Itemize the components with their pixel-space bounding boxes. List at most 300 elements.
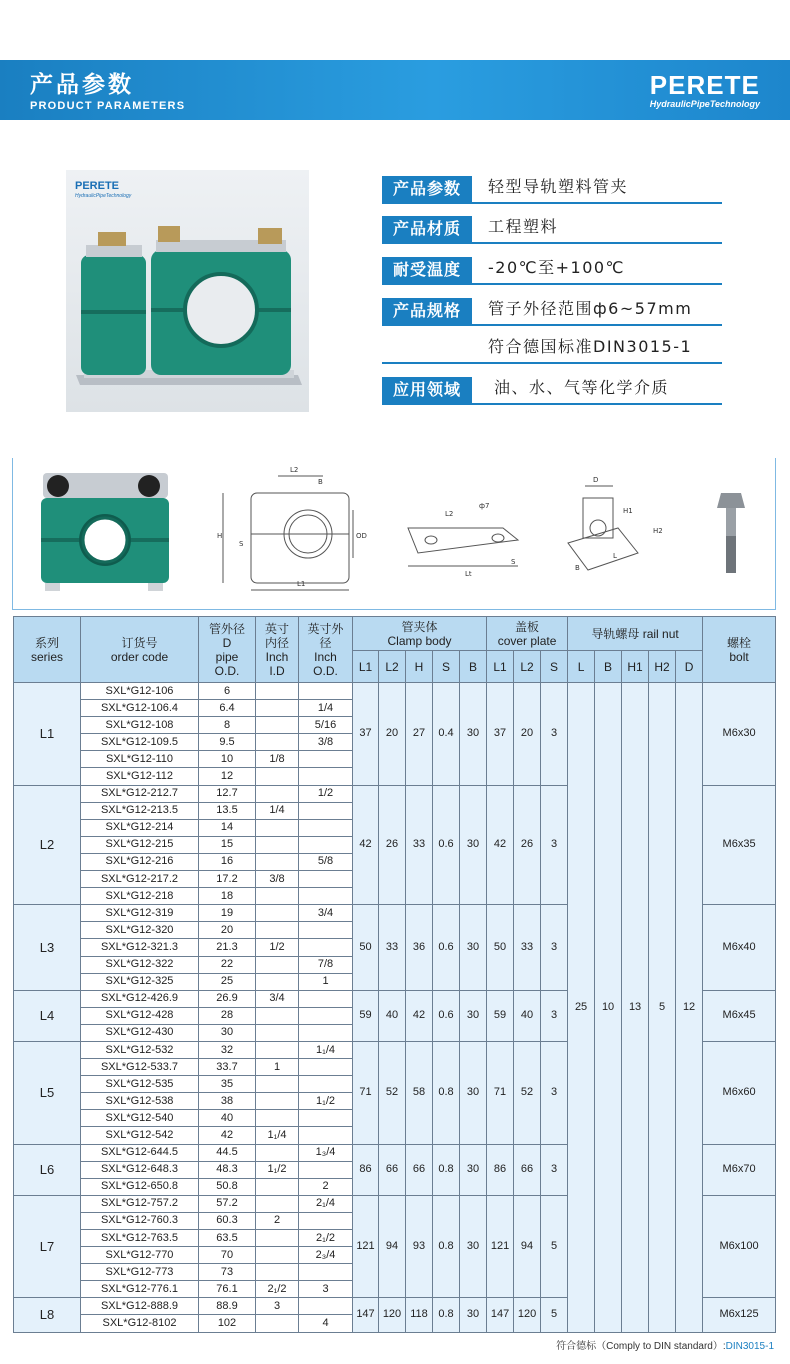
brand-name: PERETE	[649, 70, 760, 100]
rail-nut-cell: 5	[649, 683, 676, 1333]
spec-value: 工程塑料	[488, 217, 559, 236]
clamp-dim-cell: 30	[460, 990, 487, 1041]
clamp-dim-cell: 93	[406, 1195, 433, 1298]
order-code-cell: SXL*G12-757.2	[81, 1195, 199, 1212]
banner-title: 产品参数	[30, 72, 134, 98]
dim-label-s2: S	[511, 558, 516, 566]
dim-label-h1: H1	[623, 507, 633, 515]
bolt-cell: M6x100	[703, 1195, 776, 1298]
order-code-cell: SXL*G12-109.5	[81, 734, 199, 751]
inch-od-cell: 1	[299, 973, 353, 990]
header-rail-col: D	[676, 651, 703, 683]
inch-od-cell	[299, 1076, 353, 1093]
pipe-od-cell: 21.3	[199, 939, 256, 956]
inch-od-cell: 1/4	[299, 700, 353, 717]
inch-id-cell	[256, 1264, 299, 1281]
order-code-cell: SXL*G12-650.8	[81, 1178, 199, 1195]
pipe-od-cell: 50.8	[199, 1178, 256, 1195]
rail-nut-cell: 13	[622, 683, 649, 1333]
inch-od-cell: 3/8	[299, 734, 353, 751]
clamp-dim-cell: 66	[406, 1144, 433, 1195]
clamp-dim-cell: 0.8	[433, 1195, 460, 1298]
inch-id-cell	[256, 1315, 299, 1332]
pipe-od-cell: 48.3	[199, 1161, 256, 1178]
clamp-dim-cell: 52	[379, 1041, 406, 1144]
inch-od-cell	[299, 871, 353, 888]
cover-dim-cell: 66	[514, 1144, 541, 1195]
inch-id-cell	[256, 973, 299, 990]
inch-id-cell: 1/8	[256, 751, 299, 768]
inch-id-cell	[256, 1024, 299, 1041]
spec-value: 轻型导轨塑料管夹	[488, 177, 629, 196]
inch-id-cell	[256, 734, 299, 751]
order-code-cell: SXL*G12-112	[81, 768, 199, 785]
footer-din: DIN3015-1	[725, 1341, 774, 1352]
pipe-od-cell: 28	[199, 1007, 256, 1024]
footer-note	[556, 1337, 774, 1352]
table-row	[14, 683, 776, 700]
clamp-dim-cell: 40	[379, 990, 406, 1041]
cover-dim-cell: 71	[487, 1041, 514, 1144]
header-cover-col: S	[541, 651, 568, 683]
clamp-dim-cell: 27	[406, 683, 433, 786]
header-inch-id: 英寸 内径 Inch I.D	[256, 617, 299, 683]
inch-id-cell: 2	[256, 1212, 299, 1229]
cover-dim-cell: 3	[541, 905, 568, 990]
spec-row-material	[382, 216, 722, 244]
inch-id-cell: 3/8	[256, 871, 299, 888]
order-code-cell: SXL*G12-213.5	[81, 802, 199, 819]
spec-row-temperature	[382, 257, 722, 285]
inch-id-cell	[256, 768, 299, 785]
inch-od-cell: 1₁/2	[299, 1093, 353, 1110]
inch-od-cell	[299, 990, 353, 1007]
clamp-dim-cell: 147	[353, 1298, 379, 1332]
pipe-od-cell: 10	[199, 751, 256, 768]
pipe-od-cell: 22	[199, 956, 256, 973]
inch-od-cell	[299, 1110, 353, 1127]
inch-id-cell: 1₁/2	[256, 1161, 299, 1178]
order-code-cell: SXL*G12-542	[81, 1127, 199, 1144]
pipe-od-cell: 102	[199, 1315, 256, 1332]
inch-od-cell: 2₁/4	[299, 1195, 353, 1212]
photo-brand: PERETE	[75, 180, 120, 192]
cover-dim-cell: 52	[514, 1041, 541, 1144]
inch-id-cell	[256, 1093, 299, 1110]
inch-id-cell: 1	[256, 1059, 299, 1076]
header-clamp-body: 管夹体 Clamp body	[353, 617, 487, 651]
inch-od-cell: 1₁/4	[299, 1041, 353, 1058]
pipe-od-cell: 6.4	[199, 700, 256, 717]
series-cell: L2	[14, 785, 81, 905]
product-photo	[66, 170, 309, 412]
inch-od-cell: 5/16	[299, 717, 353, 734]
spec-value: 符合德国标准DIN3015-1	[488, 337, 693, 356]
spec-label: 产品规格	[382, 298, 472, 324]
order-code-cell: SXL*G12-533.7	[81, 1059, 199, 1076]
cover-dim-cell: 147	[487, 1298, 514, 1332]
order-code-cell: SXL*G12-215	[81, 836, 199, 853]
pipe-od-cell: 26.9	[199, 990, 256, 1007]
inch-id-cell	[256, 1178, 299, 1195]
inch-id-cell	[256, 1076, 299, 1093]
order-code-cell: SXL*G12-325	[81, 973, 199, 990]
header-rail-col: L	[568, 651, 595, 683]
cover-dim-cell: 3	[541, 683, 568, 786]
pipe-od-cell: 9.5	[199, 734, 256, 751]
pipe-od-cell: 17.2	[199, 871, 256, 888]
brand-tagline: HydraulicPipeTechnology	[649, 99, 760, 109]
order-code-cell: SXL*G12-8102	[81, 1315, 199, 1332]
bolt-cell: M6x35	[703, 785, 776, 905]
dim-label-b: B	[318, 478, 323, 486]
inch-id-cell	[256, 1230, 299, 1247]
inch-od-cell: 5/8	[299, 853, 353, 870]
spec-label: 产品材质	[382, 216, 472, 242]
spec-value: 管子外径范围ф6~57mm	[488, 299, 693, 318]
inch-id-cell	[256, 922, 299, 939]
header-banner	[0, 60, 790, 120]
order-code-cell: SXL*G12-218	[81, 888, 199, 905]
clamp-dim-cell: 20	[379, 683, 406, 786]
cover-dim-cell: 3	[541, 1144, 568, 1195]
series-cell: L4	[14, 990, 81, 1041]
inch-od-cell	[299, 1024, 353, 1041]
pipe-od-cell: 20	[199, 922, 256, 939]
header-cover-col: L1	[487, 651, 514, 683]
pipe-od-cell: 14	[199, 819, 256, 836]
pipe-od-cell: 33.7	[199, 1059, 256, 1076]
inch-id-cell	[256, 905, 299, 922]
order-code-cell: SXL*G12-532	[81, 1041, 199, 1058]
order-code-cell: SXL*G12-319	[81, 905, 199, 922]
inch-od-cell	[299, 1059, 353, 1076]
cover-dim-cell: 37	[487, 683, 514, 786]
header-series: 系列 series	[14, 617, 81, 683]
inch-id-cell	[256, 1144, 299, 1161]
inch-id-cell	[256, 1110, 299, 1127]
pipe-od-cell: 25	[199, 973, 256, 990]
inch-od-cell	[299, 1127, 353, 1144]
rail-nut-cell: 12	[676, 683, 703, 1333]
cover-dim-cell: 42	[487, 785, 514, 905]
inch-id-cell	[256, 1247, 299, 1264]
cover-dim-cell: 5	[541, 1298, 568, 1332]
dim-label-lt: Lt	[465, 570, 472, 578]
cover-plate-drawing	[408, 528, 518, 566]
pipe-od-cell: 73	[199, 1264, 256, 1281]
clamp-dim-cell: 42	[353, 785, 379, 905]
series-cell: L3	[14, 905, 81, 990]
dim-label-s: S	[239, 540, 244, 548]
dim-label-l: L	[613, 552, 617, 560]
clamp-photo-illustration	[66, 170, 309, 412]
cover-dim-cell: 3	[541, 785, 568, 905]
dim-label-d: D	[593, 476, 599, 484]
inch-od-cell	[299, 1007, 353, 1024]
pipe-od-cell: 88.9	[199, 1298, 256, 1315]
dim-label-l2b: L2	[445, 510, 454, 518]
pipe-od-cell: 15	[199, 836, 256, 853]
clamp-dim-cell: 42	[406, 990, 433, 1041]
order-code-cell: SXL*G12-535	[81, 1076, 199, 1093]
inch-od-cell	[299, 1298, 353, 1315]
bolt-cell: M6x30	[703, 683, 776, 786]
header-clamp-col: L1	[353, 651, 379, 683]
order-code-cell: SXL*G12-217.2	[81, 871, 199, 888]
pipe-od-cell: 13.5	[199, 802, 256, 819]
pipe-od-cell: 38	[199, 1093, 256, 1110]
clamp-dim-cell: 66	[379, 1144, 406, 1195]
inch-od-cell: 1₃/4	[299, 1144, 353, 1161]
cover-dim-cell: 120	[514, 1298, 541, 1332]
inch-od-cell	[299, 922, 353, 939]
pipe-od-cell: 42	[199, 1127, 256, 1144]
clamp-dim-cell: 0.6	[433, 990, 460, 1041]
inch-od-cell: 2₁/2	[299, 1230, 353, 1247]
pipe-od-cell: 19	[199, 905, 256, 922]
order-code-cell: SXL*G12-776.1	[81, 1281, 199, 1298]
series-cell: L6	[14, 1144, 81, 1195]
rail-nut-drawing	[568, 486, 638, 570]
inch-od-cell: 3	[299, 1281, 353, 1298]
cover-dim-cell: 5	[541, 1195, 568, 1298]
clamp-dim-cell: 86	[353, 1144, 379, 1195]
series-cell: L8	[14, 1298, 81, 1332]
order-code-cell: SXL*G12-426.9	[81, 990, 199, 1007]
inch-id-cell: 3/4	[256, 990, 299, 1007]
inch-od-cell: 2₃/4	[299, 1247, 353, 1264]
inch-id-cell	[256, 853, 299, 870]
series-cell: L5	[14, 1041, 81, 1144]
clamp-dim-cell: 0.6	[433, 905, 460, 990]
spec-row-product	[382, 176, 722, 204]
header-pipe-od: 管外径 D pipe O.D.	[199, 617, 256, 683]
cover-dim-cell: 3	[541, 1041, 568, 1144]
cover-dim-cell: 26	[514, 785, 541, 905]
dim-label-phi: ф7	[479, 502, 490, 510]
clamp-dim-cell: 0.8	[433, 1144, 460, 1195]
clamp-3d-icon	[41, 473, 169, 591]
inch-id-cell: 1₁/4	[256, 1127, 299, 1144]
bolt-cell: M6x70	[703, 1144, 776, 1195]
clamp-dim-cell: 30	[460, 905, 487, 990]
header-cover-plate: 盖板 cover plate	[487, 617, 568, 651]
pipe-od-cell: 32	[199, 1041, 256, 1058]
pipe-od-cell: 6	[199, 683, 256, 700]
pipe-od-cell: 35	[199, 1076, 256, 1093]
rail-nut-cell: 10	[595, 683, 622, 1333]
clamp-dim-cell: 30	[460, 683, 487, 786]
order-code-cell: SXL*G12-320	[81, 922, 199, 939]
order-code-cell: SXL*G12-430	[81, 1024, 199, 1041]
clamp-dim-cell: 30	[460, 1195, 487, 1298]
spec-row-size	[382, 298, 722, 326]
inch-od-cell	[299, 1264, 353, 1281]
order-code-cell: SXL*G12-773	[81, 1264, 199, 1281]
pipe-od-cell: 40	[199, 1110, 256, 1127]
clamp-dim-cell: 94	[379, 1195, 406, 1298]
header-order-code: 订货号 order code	[81, 617, 199, 683]
inch-id-cell: 2₁/2	[256, 1281, 299, 1298]
inch-od-cell	[299, 1212, 353, 1229]
inch-id-cell: 3	[256, 1298, 299, 1315]
header-clamp-col: S	[433, 651, 460, 683]
clamp-dim-cell: 30	[460, 1041, 487, 1144]
order-code-cell: SXL*G12-108	[81, 717, 199, 734]
header-cover-col: L2	[514, 651, 541, 683]
inch-id-cell	[256, 1195, 299, 1212]
pipe-od-cell: 16	[199, 853, 256, 870]
pipe-od-cell: 12.7	[199, 785, 256, 802]
order-code-cell: SXL*G12-644.5	[81, 1144, 199, 1161]
inch-od-cell	[299, 888, 353, 905]
series-cell: L1	[14, 683, 81, 786]
cover-dim-cell: 121	[487, 1195, 514, 1298]
clamp-dim-cell: 71	[353, 1041, 379, 1144]
order-code-cell: SXL*G12-110	[81, 751, 199, 768]
inch-id-cell	[256, 1041, 299, 1058]
header-clamp-col: L2	[379, 651, 406, 683]
cover-dim-cell: 59	[487, 990, 514, 1041]
order-code-cell: SXL*G12-770	[81, 1247, 199, 1264]
header-inch-od: 英寸外 径 Inch O.D.	[299, 617, 353, 683]
header-rail-col: H1	[622, 651, 649, 683]
cover-dim-cell: 50	[487, 905, 514, 990]
clamp-body-drawing	[223, 476, 353, 590]
inch-od-cell	[299, 683, 353, 700]
inch-id-cell	[256, 683, 299, 700]
spec-row-application	[382, 377, 722, 405]
clamp-dim-cell: 36	[406, 905, 433, 990]
inch-id-cell	[256, 956, 299, 973]
spec-value: 油、水、气等化学介质	[494, 378, 670, 397]
pipe-od-cell: 57.2	[199, 1195, 256, 1212]
inch-od-cell: 7/8	[299, 956, 353, 973]
clamp-dim-cell: 26	[379, 785, 406, 905]
pipe-od-cell: 12	[199, 768, 256, 785]
order-code-cell: SXL*G12-428	[81, 1007, 199, 1024]
clamp-dim-cell: 30	[460, 1298, 487, 1332]
pipe-od-cell: 63.5	[199, 1230, 256, 1247]
clamp-dim-cell: 0.4	[433, 683, 460, 786]
clamp-dim-cell: 0.6	[433, 785, 460, 905]
series-cell: L7	[14, 1195, 81, 1298]
inch-id-cell: 1/2	[256, 939, 299, 956]
spec-label: 产品参数	[382, 176, 472, 202]
inch-id-cell	[256, 1007, 299, 1024]
header-clamp-col: H	[406, 651, 433, 683]
inch-id-cell	[256, 785, 299, 802]
order-code-cell: SXL*G12-321.3	[81, 939, 199, 956]
header-rail-col: H2	[649, 651, 676, 683]
inch-od-cell	[299, 768, 353, 785]
inch-od-cell	[299, 802, 353, 819]
clamp-dim-cell: 0.8	[433, 1298, 460, 1332]
spec-label: 耐受温度	[382, 257, 472, 283]
order-code-cell: SXL*G12-540	[81, 1110, 199, 1127]
inch-od-cell: 2	[299, 1178, 353, 1195]
clamp-dim-cell: 30	[460, 1144, 487, 1195]
order-code-cell: SXL*G12-216	[81, 853, 199, 870]
inch-id-cell	[256, 819, 299, 836]
spec-row-standard	[382, 336, 722, 364]
order-code-cell: SXL*G12-648.3	[81, 1161, 199, 1178]
brand-logo	[650, 72, 760, 110]
inch-od-cell: 3/4	[299, 905, 353, 922]
cover-dim-cell: 20	[514, 683, 541, 786]
diagram-panel	[12, 458, 776, 610]
spec-value: -20℃至+100℃	[488, 258, 626, 277]
header-rail-col: B	[595, 651, 622, 683]
dim-label-od: OD	[356, 532, 367, 540]
inch-od-cell	[299, 939, 353, 956]
dim-label-l1: L1	[297, 580, 306, 588]
banner-subtitle: PRODUCT PARAMETERS	[30, 100, 186, 112]
order-code-cell: SXL*G12-322	[81, 956, 199, 973]
inch-id-cell	[256, 717, 299, 734]
pipe-od-cell: 18	[199, 888, 256, 905]
clamp-dim-cell: 120	[379, 1298, 406, 1332]
order-code-cell: SXL*G12-538	[81, 1093, 199, 1110]
clamp-dim-cell: 118	[406, 1298, 433, 1332]
inch-od-cell	[299, 819, 353, 836]
inch-od-cell: 1/2	[299, 785, 353, 802]
pipe-od-cell: 76.1	[199, 1281, 256, 1298]
pipe-od-cell: 70	[199, 1247, 256, 1264]
order-code-cell: SXL*G12-106	[81, 683, 199, 700]
dim-label-b2: B	[575, 564, 580, 572]
cover-dim-cell: 94	[514, 1195, 541, 1298]
order-code-cell: SXL*G12-888.9	[81, 1298, 199, 1315]
header-bolt: 螺栓 bolt	[703, 617, 776, 683]
dim-label-h2: H2	[653, 527, 663, 535]
order-code-cell: SXL*G12-212.7	[81, 785, 199, 802]
pipe-od-cell: 44.5	[199, 1144, 256, 1161]
dim-label-l2: L2	[290, 466, 299, 474]
pipe-od-cell: 60.3	[199, 1212, 256, 1229]
cover-dim-cell: 33	[514, 905, 541, 990]
order-code-cell: SXL*G12-106.4	[81, 700, 199, 717]
order-code-cell: SXL*G12-760.3	[81, 1212, 199, 1229]
clamp-dim-cell: 30	[460, 785, 487, 905]
clamp-dim-cell: 121	[353, 1195, 379, 1298]
parameter-table	[13, 616, 776, 1333]
bolt-cell: M6x45	[703, 990, 776, 1041]
cover-dim-cell: 40	[514, 990, 541, 1041]
clamp-dim-cell: 33	[379, 905, 406, 990]
clamp-dim-cell: 58	[406, 1041, 433, 1144]
order-code-cell: SXL*G12-214	[81, 819, 199, 836]
header-clamp-col: B	[460, 651, 487, 683]
clamp-dim-cell: 0.8	[433, 1041, 460, 1144]
inch-id-cell	[256, 836, 299, 853]
clamp-dim-cell: 37	[353, 683, 379, 786]
order-code-cell: SXL*G12-763.5	[81, 1230, 199, 1247]
inch-od-cell	[299, 836, 353, 853]
pipe-od-cell: 30	[199, 1024, 256, 1041]
clamp-dim-cell: 59	[353, 990, 379, 1041]
photo-brand-sub: HydraulicPipeTechnology	[75, 193, 132, 199]
inch-od-cell	[299, 751, 353, 768]
bolt-icon	[717, 493, 745, 573]
bolt-cell: M6x40	[703, 905, 776, 990]
inch-id-cell	[256, 888, 299, 905]
clamp-dim-cell: 50	[353, 905, 379, 990]
inch-id-cell	[256, 700, 299, 717]
pipe-od-cell: 8	[199, 717, 256, 734]
dim-label-h: H	[217, 532, 223, 540]
